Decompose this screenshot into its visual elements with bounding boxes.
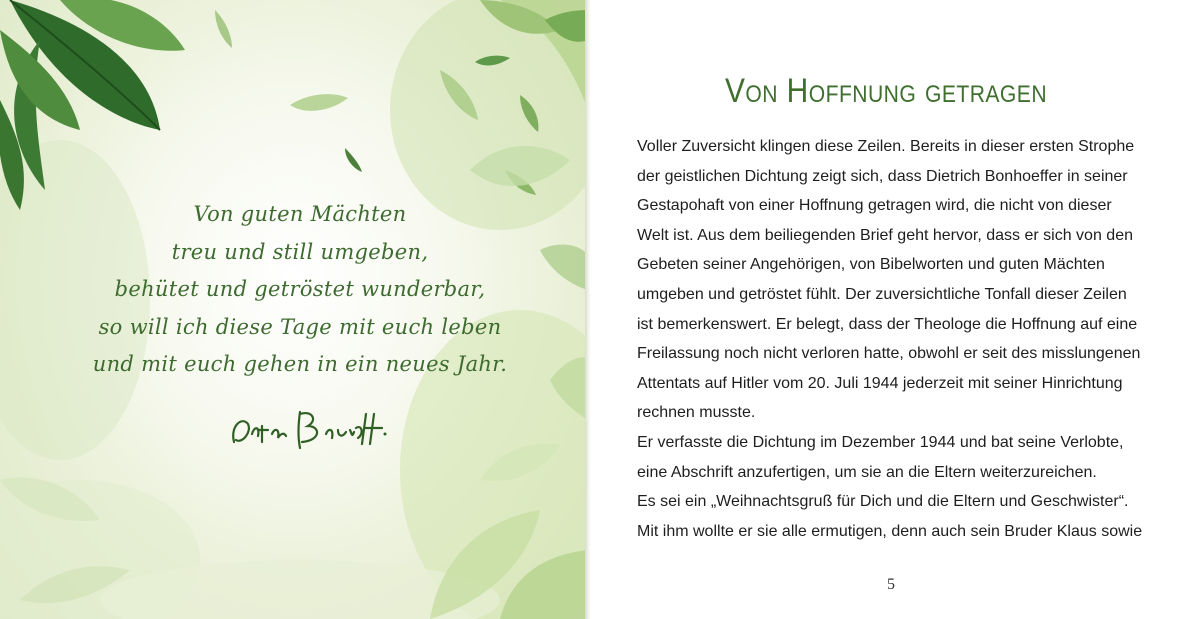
poem-line: behütet und getröstet wunderbar, xyxy=(114,277,486,301)
poem-line: treu und still umgeben, xyxy=(171,239,429,264)
page-number: 5 xyxy=(887,576,895,593)
text-line: Voller Zuversicht klingen diese Zeilen. Bereits in dieser ersten Strophe xyxy=(637,138,1135,155)
text-line: Gestapohaft von einer Hoffnung getragen wird, die nicht von dieser xyxy=(637,197,1112,215)
body-text xyxy=(637,132,1157,546)
poem-line: Von guten Mächten xyxy=(193,202,407,226)
text-line: umgeben und getröstet fühlt. Der zuversichtliche Tonfall dieser Zeilen xyxy=(637,285,1127,303)
text-line: Er verfasste die Dichtung im Dezember 1944 und bat seine Verlobte, xyxy=(637,433,1124,451)
right-page xyxy=(591,0,1181,619)
page-title: Von Hoffnung getragen xyxy=(724,72,1048,110)
text-line: Welt ist. Aus dem beiliegenden Brief geht hervor, dass er sich von den xyxy=(637,226,1133,244)
text-line: Gebeten seiner Angehörigen, von Bibelworten und guten Mächten xyxy=(637,256,1105,274)
text-line: der geistlichen Dichtung zeigt sich, dass Dietrich Bonhoeffer in seiner xyxy=(637,167,1128,185)
signature xyxy=(228,404,388,454)
text-line: ist bemerkenswert. Er belegt, dass der Theologe die Hoffnung auf eine xyxy=(637,315,1138,333)
left-page xyxy=(0,0,588,619)
text-line: Attentats auf Hitler vom 20. Juli 1944 jederzeit mit seiner Hinrichtung xyxy=(637,374,1123,392)
text-line: Freilassung noch nicht verloren hatte, obwohl er seit des misslungenen xyxy=(637,345,1141,363)
poem-stanza xyxy=(60,196,540,384)
text-line: Es sei ein „Weihnachtsgruß für Dich und die Eltern und Geschwister“. xyxy=(637,493,1129,511)
poem-line: so will ich diese Tage mit euch leben xyxy=(98,314,502,339)
text-line: eine Abschrift anzufertigen, um sie an die Eltern weiterzureichen. xyxy=(637,463,1097,481)
poem-line: und mit euch gehen in ein neues Jahr. xyxy=(92,352,508,376)
text-line: rechnen musste. xyxy=(637,404,756,422)
text-line: Mit ihm wollte er sie alle ermutigen, denn auch sein Bruder Klaus sowie xyxy=(637,522,1143,540)
